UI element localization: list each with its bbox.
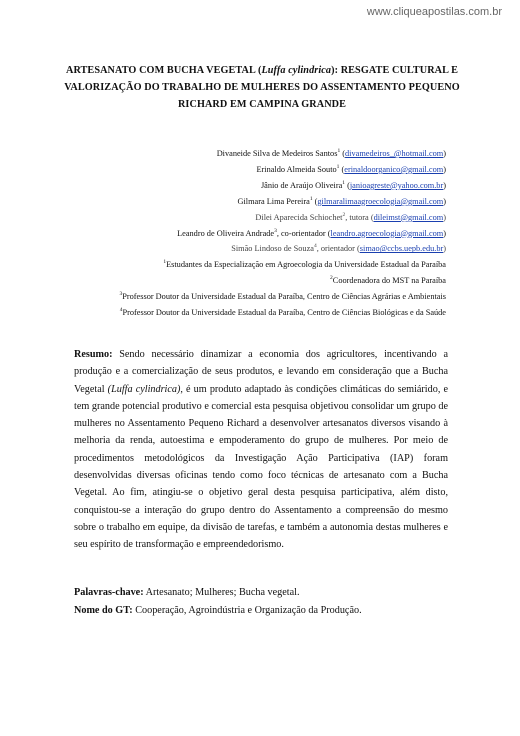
author-suffix: , orientador: [316, 244, 355, 254]
author-email-link[interactable]: dileimst@gmail.com: [373, 212, 444, 222]
gt-line: [74, 602, 454, 620]
author-sup: 4: [313, 243, 317, 250]
affiliation-line: [16, 257, 446, 273]
abstract-label: Resumo:: [74, 349, 113, 360]
author-sup: 1: [337, 148, 341, 155]
author-line: Gilmara Lima Pereira$^1$ (gilmaralimaagroecologia@gmail.com): [237, 195, 446, 206]
keywords-text: Artesanato; Mulheres; Bucha vegetal.: [143, 587, 300, 598]
author-email-link[interactable]: divamedeiros_@hotmail.com: [345, 149, 444, 158]
abstract-text-1: Sendo necessário dinamizar a economia dos agricultores, incentivando a produção e a comercialização de seus produtos, e levando em consideração que a Bucha Vegetal: [74, 349, 448, 395]
paper-title: [62, 62, 462, 113]
author-line: Simão Lindoso de Souza$^4$, orientador (simao@ccbs.uepb.edu.br): [231, 243, 446, 254]
keywords-label: Palavras-chave:: [74, 587, 144, 598]
author-email-link[interactable]: simao@ccbs.uepb.edu.br: [359, 244, 444, 254]
author-email-link[interactable]: erinaldoorganico@gmail.com: [344, 164, 444, 174]
author-line: Divaneide Silva de Medeiros Santos$^1$ (divamedeiros_@hotmail.com): [216, 148, 446, 158]
author-name: Dilei Aparecida Schiochet: [255, 212, 343, 222]
author-line: Leandro de Oliveira Andrade$^3$, co-orientador (leandro.agroecologia@gmail.com): [177, 227, 446, 238]
abstract-text-2: , é um produto adaptado às condições climáticas do semiárido, e tem grande potencial produtivo e comercial esta pesquisa objetivou consolidar um grupo de mulheres no Assentamento Pequeno Richard a desenvolver artesanatos diversos visando à melhoria da renda, autoestima e empoderamento do grupo de mulheres. Por meio de procedimentos metodológicos da Investigação Ação Participativa (IAP) foram desenvolvidas diversas oficinas tendo como foco técnicas de artesanato com a Bucha Vegetal. Ao fim, atingiu-se o objetivo geral desta pesquisa participativa, além disto, conquistou-se a interação do grupo dentro do Assentamento a compreensão do mesmo sobre o trabalho em equipe, da divisão de tarefas, e também a autonomia destas mulheres e seu espírito de transformação e empreendedorismo.: [74, 383, 449, 551]
author-sup: 2: [342, 211, 346, 218]
affiliation-text: Professor Doutor da Universidade Estadual da Paraíba, Centro de Ciências Agrárias e Ambientais: [122, 292, 446, 302]
abstract-paragraph: [74, 346, 448, 554]
affiliation-sup: 1: [163, 259, 167, 266]
author-sup: 1: [342, 180, 346, 187]
gt-label: Nome do GT:: [74, 605, 133, 616]
title-part-2: ): RESGATE CULTURAL E VALORIZAÇÃO DO TRABALHO DE MULHERES DO ASSENTAMENTO PEQUENO RICHARD EM CAMPINA GRANDE: [64, 65, 460, 110]
author-name: Gilmara Lima Pereira: [237, 196, 310, 206]
affiliation-sup: 4: [119, 307, 123, 314]
affiliation-sup: 3: [119, 291, 123, 298]
affiliation-sup: 2: [330, 275, 333, 282]
author-suffix: , tutora: [345, 212, 369, 222]
affiliation-line: [16, 273, 446, 289]
author-sup: 1: [309, 195, 313, 202]
author-email-link[interactable]: gilmaralimaagroecologia@gmail.com: [317, 196, 444, 206]
author-sup: 1: [336, 164, 340, 171]
watermark: www.cliqueapostilas.com.br: [366, 6, 502, 18]
author-suffix: , co-orientador: [276, 228, 326, 238]
author-line: Dilei Aparecida Schiochet$^2$, tutora (dileimst@gmail.com): [255, 211, 446, 222]
affiliation-text: Professor Doutor da Universidade Estadual da Paraíba, Centro de Ciências Biológicas e da Saúde: [122, 308, 446, 318]
author-sup: 3: [274, 227, 277, 234]
affiliation-text: Coordenadora do MST na Paraíba: [332, 276, 446, 286]
author-name: Divaneide Silva de Medeiros Santos: [216, 149, 338, 158]
keywords-block: [74, 584, 454, 620]
affiliation-text: Estudantes da Especialização em Agroecologia da Universidade Estadual da Paraíba: [166, 260, 446, 270]
author-email-link[interactable]: leandro.agroecologia@gmail.com: [330, 228, 444, 238]
author-line: Jânio de Araújo Oliveira$^1$ (janioagreste@yahoo.com.br): [260, 180, 446, 190]
keywords-line: [74, 584, 454, 602]
author-email-link[interactable]: janioagreste@yahoo.com.br: [349, 180, 444, 190]
author-name: Erinaldo Almeida Souto: [256, 164, 337, 174]
affiliation-line: [16, 289, 446, 305]
author-name: Simão Lindoso de Souza: [231, 244, 314, 254]
author-line: Erinaldo Almeida Souto$^1$ (erinaldoorganico@gmail.com): [256, 164, 446, 174]
affiliation-line: [16, 305, 446, 321]
abstract-italic-species: (Luffa cylindrica): [107, 383, 181, 395]
gt-text: Cooperação, Agroindústria e Organização da Produção.: [132, 605, 362, 616]
title-part-1: ARTESANATO COM BUCHA VEGETAL (: [65, 65, 262, 76]
author-name: Jânio de Araújo Oliveira: [260, 180, 343, 190]
author-name: Leandro de Oliveira Andrade: [177, 228, 275, 238]
title-italic-species: Luffa cylindrica: [261, 65, 332, 76]
authors-block: [16, 146, 446, 321]
